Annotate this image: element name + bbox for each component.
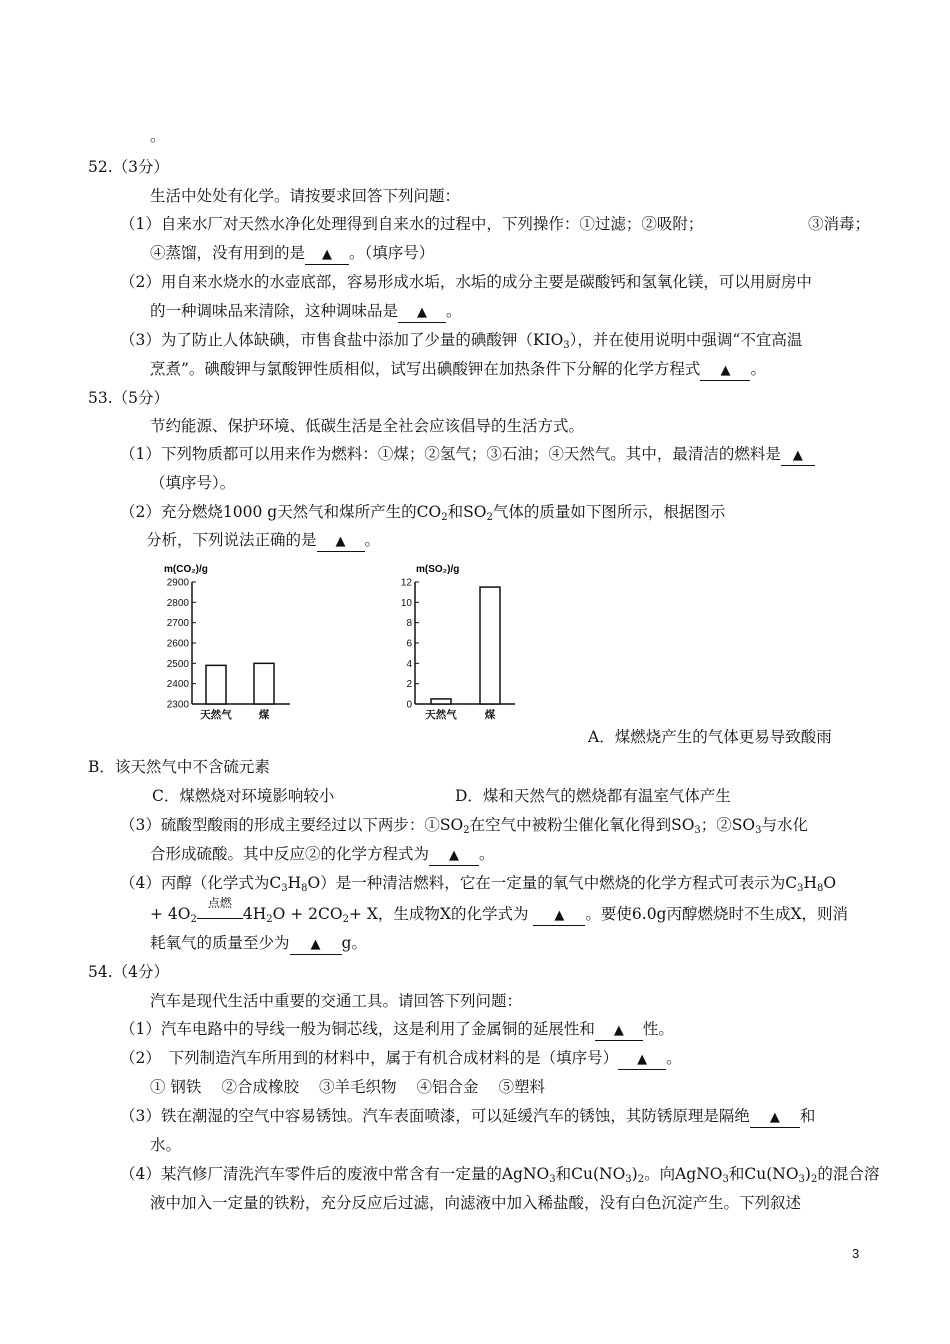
q52-part1-option3: ③消毒； [808,215,871,233]
q53-option-c: C．煤燃烧对环境影响较小 [152,787,335,805]
co2-category-label: 煤 [258,709,270,721]
answer-blank[interactable]: ▲ [750,1107,800,1128]
answer-blank[interactable]: ▲ [305,244,349,265]
q53-part1-line1: （1）下列物质都可以用来作为燃料：①煤；②氢气；③石油；④天然气。其中，最清洁的燃料是 ▲ [120,444,815,466]
q54-option: ④铝合金 [416,1078,479,1096]
co2-bar-chart [150,560,300,725]
co2-category-label: 天然气 [200,709,232,721]
q53-option-a: A．煤燃烧产生的气体更易导致酸雨 [588,728,832,746]
q53-part4-line3: 耗氧气的质量至少为 ▲ g。 [150,933,367,955]
so2-y-tick-label: 0 [406,699,412,711]
answer-blank[interactable]: ▲ [398,302,446,323]
so2-category-label: 天然气 [425,709,457,721]
answer-blank[interactable]: ▲ [317,531,365,552]
co2-y-tick-label: 2800 [166,597,189,609]
reaction-condition: 点燃 [197,909,243,919]
so2-y-tick-label: 12 [400,577,412,589]
so2-bar-chart [388,560,528,725]
co2-bar-coal [254,663,274,704]
q54-option: ① 钢铁 [150,1078,202,1096]
q53-part2-line1: （2）充分燃烧1000 g天然气和煤所产生的$CO_2$和$SO_2$气体的质量如下图所示，根据图示 [120,503,726,523]
q53-header: 53.（5分） [88,389,170,407]
q54-header: 54.（4分） [88,963,170,981]
q53-part1-line2: （填序号）。 [150,474,236,492]
q54-option: ⑤塑料 [498,1078,545,1096]
q53-part2-line2: 分析，下列说法正确的是 ▲ 。 [146,530,380,552]
so2-y-tick-label: 2 [406,679,412,691]
co2-y-axis-label: m(CO₂)/g [164,564,208,575]
top-fragment: 。 [150,127,166,145]
co2-y-tick-label: 2400 [166,679,189,691]
q52-intro: 生活中处处有化学。请按要求回答下列问题： [150,187,461,205]
q54-part4-line2: 液中加入一定量的铁粉，充分反应后过滤，向滤液中加入稀盐酸，没有白色沉淀产生。下列叙述 [150,1194,802,1212]
page-number: 3 [852,1246,860,1261]
answer-blank[interactable]: ▲ [290,934,342,955]
answer-blank[interactable]: ▲ [618,1049,666,1070]
q52-part2-line2: 的一种调味品来清除，这种调味品是 ▲ 。 [150,301,462,323]
so2-category-label: 煤 [484,709,496,721]
q53-intro: 节约能源、保护环境、低碳生活是全社会应该倡导的生活方式。 [150,417,585,435]
so2-bar-coal [480,587,500,704]
q53-part3-line1: （3）硫酸型酸雨的形成主要经过以下两步：$①SO_2$在空气中被粉尘催化氧化得到$SO_3$；$②SO_3$与水化 [120,816,808,836]
q53-part4-line2: + $4O_2$ 点燃 $4H_2O + 2CO_2+ X$，生成物X的化学式为 ▲ 。要使6.0g丙醇燃烧时不生成X，则消 [150,896,849,925]
co2-y-tick-label: 2300 [166,699,189,711]
q54-part3-line2: 水。 [150,1136,182,1154]
q54-part4-line1: （4）某汽修厂清洗汽车零件后的废液中常含有一定量的AgNO$_3$和$Cu(NO_3)_2$。向AgNO$_3$和$Cu(NO_3)_2$的混合溶 [120,1165,880,1185]
q54-intro: 汽车是现代生活中重要的交通工具。请回答下列问题： [150,992,523,1010]
so2-bar-natural-gas [431,699,451,704]
co2-bar-natural-gas [206,665,226,704]
q54-options [150,1077,545,1097]
q54-part2: （2） 下列制造汽车所用到的材料中，属于有机合成材料的是（填序号） ▲ 。 [120,1048,682,1070]
answer-blank[interactable]: ▲ [595,1020,643,1041]
so2-y-tick-label: 10 [400,597,412,609]
co2-y-tick-label: 2600 [166,638,189,650]
q52-part3-line1: （3）为了防止人体缺碘，市售食盐中添加了少量的碘酸钾$(KIO_3)$，并在使用说明中强调“不宜高温 [120,331,803,351]
so2-y-tick-label: 8 [406,618,412,630]
answer-blank[interactable]: ▲ [700,360,750,381]
q52-part1-line1: （1）自来水厂对天然水净化处理得到自来水的过程中，下列操作：①过滤；②吸附； [120,215,704,233]
so2-y-tick-label: 6 [406,638,412,650]
q53-part3-line2: 合形成硫酸。其中反应②的化学方程式为 ▲ 。 [150,844,495,866]
q54-part3-line1: （3）铁在潮湿的空气中容易锈蚀。汽车表面喷漆，可以延缓汽车的锈蚀，其防锈原理是隔绝 ▲ 和 [120,1106,815,1128]
q54-option: ②合成橡胶 [221,1078,299,1096]
q53-option-d: D．煤和天然气的燃烧都有温室气体产生 [455,787,731,805]
q54-part1: （1）汽车电路中的导线一般为铜芯线，这是利用了金属铜的延展性和 ▲ 性。 [120,1019,674,1041]
q54-option: ③羊毛织物 [318,1078,397,1096]
q52-part3-line2: 烹煮”。碘酸钾与氯酸钾性质相似，试写出碘酸钾在加热条件下分解的化学方程式 ▲ 。 [150,359,766,381]
q52-header: 52.（3分） [88,158,170,176]
co2-y-tick-label: 2700 [166,618,189,630]
so2-y-axis-label: m(SO₂)/g [416,564,460,575]
so2-y-tick-label: 4 [406,658,412,670]
answer-blank[interactable]: ▲ [429,845,479,866]
answer-blank[interactable]: ▲ [781,445,815,466]
q53-part4-line1: （4）丙醇（化学式为$C_3H_8O$）是一种清洁燃料，它在一定量的氧气中燃烧的化学方程式可表示为$C_3H_8O$ [120,874,837,894]
q53-option-b: B．该天然气中不含硫元素 [88,758,270,776]
answer-blank[interactable]: ▲ [533,905,585,926]
co2-y-tick-label: 2900 [166,577,189,589]
co2-y-tick-label: 2500 [166,658,189,670]
q52-part2-line1: （2）用自来水烧水的水壶底部，容易形成水垢，水垢的成分主要是碳酸钙和氢氧化镁，可以用厨房中 [120,273,812,291]
q52-part1-line2: ④蒸馏，没有用到的是 ▲ 。（填序号） [150,243,434,265]
